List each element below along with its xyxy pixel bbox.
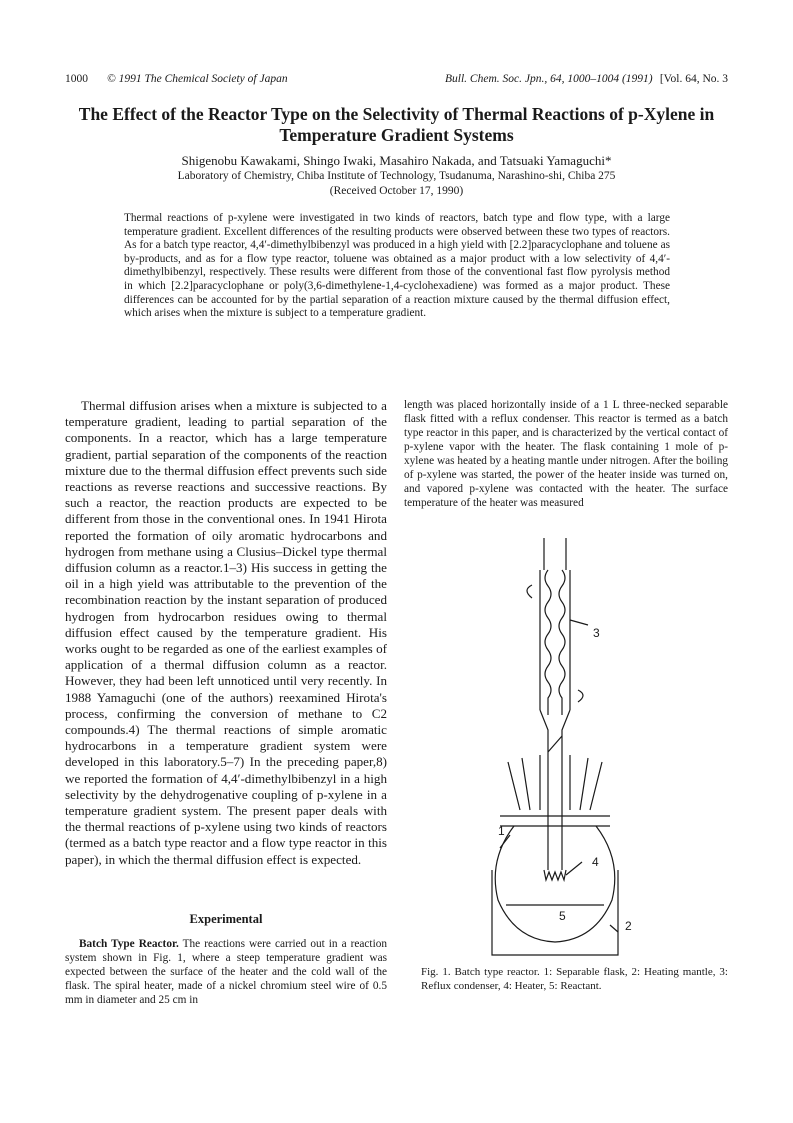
condenser-neck: [540, 710, 570, 755]
affiliation: Laboratory of Chemistry, Chiba Institute of Technology, Tsudanuma, Narashino-shi, Chiba 275: [177, 170, 616, 182]
intro-paragraph: Thermal diffusion arises when a mixture is subjected to a temperature gradient, leading to partial separation of the components. In a reactor, which has a large temperature gradient, partial separation of the components of the reaction mixture due to the thermal diffusion effect prevents such side reactions as reverse reactions and successive reactions. By such a reactor, the reaction products are expected to be different from those in the conventional ones. In 1941 Hirota reported the formation of oily aromatic hydrocarbons and hydrogen from methane using a Clusius–Dickel type thermal diffusion column as a reactor.1–3) His success in getting the oil in a high yield was attributable to the prevention of the recombination reaction by the instant separation of produced hydrogen from hydrocarbon residues owing to thermal diffusion effect caused by the temperature gradient. His works ought to be regarded as one of the earliest examples of application of a thermal diffusion column as a reactor. However, they had been left unnoticed until very recently. In 1988 Yamaguchi (one of the authors) reexamined Hirota's process, confirming the conversion of methane to C2 compounds.4) The thermal reactions of simple aromatic hydrocarbons in a temperature gradient system were developed in this laboratory.5–7) In the preceding paper,8) we reported the formation of 4,4′-dimethylbibenzyl in a high selectivity by the dehydrogenative coupling of p-xylene in a temperature gradient system. The present paper deals with the thermal reactions of p-xylene using two kinds of reactors (termed as a batch type reactor and a flow type reactor in this paper), in which the thermal diffusion effect is expected.: [65, 398, 387, 867]
condenser-ports: [527, 585, 583, 702]
page-number: 1000: [65, 73, 88, 85]
paper-title: The Effect of the Reactor Type on the Selectivity of Thermal Reactions of p-Xylene in Temperature Gradient Systems: [78, 104, 715, 145]
batch-text: The reactions were carried out in a reaction system shown in Fig. 1, where a steep temperature gradient was expected between the surface of the heater and the cold wall of the flask. The spiral heater, made of a nickel chromium steel wire of 0.5 mm in diameter and 25 cm in: [65, 938, 388, 1006]
label-3: 3: [593, 626, 600, 640]
running-header: [65, 71, 728, 87]
figure-caption: Fig. 1. Batch type reactor. 1: Separable flask, 2: Heating mantle, 3: Reflux condenser, 4: Heater, 5: Reactant.: [421, 966, 728, 992]
author-list: Shigenobu Kawakami, Shingo Iwaki, Masahiro Nakada, and Tatsuaki Yamaguchi*: [181, 153, 612, 168]
condenser-jacket: [540, 570, 570, 710]
batch-paragraph: [65, 937, 387, 1007]
joint-line: [548, 736, 562, 752]
received-date: (Received October 17, 1990): [329, 184, 464, 197]
abstract: Thermal reactions of p-xylene were investigated in two kinds of reactors, batch type and flow type, with a large temperature gradient. Excellent differences of the resulting products were observed between these two types of reactors. As for a batch type reactor, 4,4′-dimethylbibenzyl was produced in a high yield with [2.2]paracyclophane and toluene as by-products, and as for a flow type reactor, toluene was obtained as a major product with a low selectivity of 4,4′-dimethylbibenzyl, respectively. These results were different from those of the conventional fast flow pyrolysis method in which [2.2]paracyclophane or poly(3,6-dimethylene-1,4-cyclohexadiene) was formed as a major product. These differences can be accounted for by the partial separation of a reaction mixture caused by the thermal diffusion effect, which arises when the mixture is subject to a temperature gradient.: [124, 212, 670, 320]
reactor-figure: [470, 530, 670, 960]
leader-4: [566, 862, 582, 875]
affiliation-block: [60, 169, 733, 198]
right-paragraph: length was placed horizontally inside of a 1 L three-necked separable flask fitted with a reflux condenser. This reactor is termed as a batch type reactor in this paper, and is characterized by the vertical contact of p-xylene vapor with the heater. The flask containing 1 mole of p-xylene was heated by a heating mantle under nitrogen. After the boiling of p-xylene was started, the power of the heater inside was turned on, and vapored p-xylene was contacted with the heater. The surface temperature of the heater was measured: [404, 399, 728, 509]
leader-3: [570, 620, 588, 625]
side-neck-right: [580, 758, 602, 810]
experimental-section: [65, 937, 387, 1007]
flask-body: [495, 826, 615, 942]
label-4: 4: [592, 855, 599, 869]
label-5: 5: [559, 909, 566, 923]
label-2: 2: [625, 919, 632, 933]
condenser-coil-left: [545, 570, 551, 715]
journal-citation: Bull. Chem. Soc. Jpn., 64, 1000–1004 (1991): [445, 73, 653, 85]
flask-flange: [500, 816, 610, 826]
condenser-coil-right: [559, 570, 565, 715]
experimental-heading: Experimental: [189, 912, 263, 926]
heater-coil: [544, 870, 566, 880]
center-neck: [540, 755, 570, 810]
side-neck-left: [508, 758, 530, 810]
society-copyright: © 1991 The Chemical Society of Japan: [107, 73, 288, 85]
heater-rods: [548, 755, 562, 870]
volume-info: [Vol. 64, No. 3: [659, 73, 728, 85]
leader-2: [610, 925, 618, 932]
label-1: 1: [498, 824, 505, 838]
batch-runin-heading: Batch Type Reactor.: [79, 938, 179, 950]
left-column: [65, 398, 387, 868]
right-column: [404, 398, 728, 510]
condenser-inlet: [544, 538, 566, 570]
